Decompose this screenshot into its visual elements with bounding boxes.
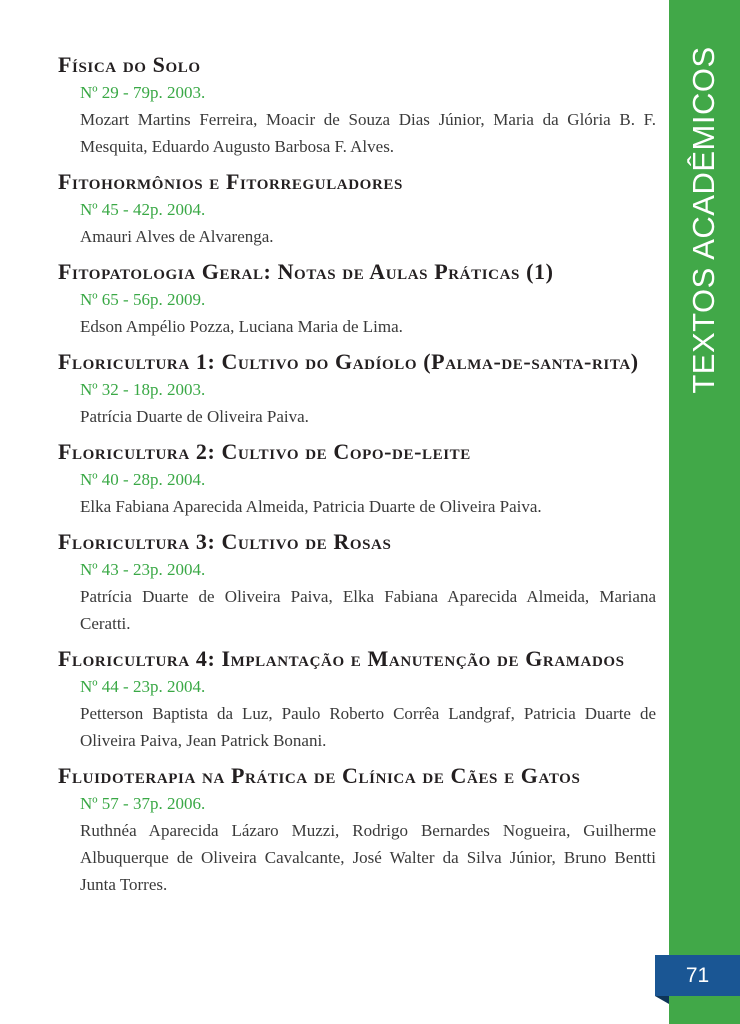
section-title: TEXTOS ACADÊMICOS bbox=[686, 46, 721, 394]
catalog-entry bbox=[58, 50, 656, 160]
entry-reference: Nº 32 - 18p. 2003. bbox=[80, 380, 206, 399]
entry-reference: Nº 45 - 42p. 2004. bbox=[80, 200, 206, 219]
catalog-entry bbox=[58, 257, 656, 340]
catalog-entry bbox=[58, 437, 656, 520]
page-tab-fold bbox=[655, 996, 669, 1004]
catalog-list bbox=[58, 50, 656, 905]
entry-title: Física do Solo bbox=[58, 52, 201, 77]
entry-authors: Petterson Baptista da Luz, Paulo Roberto Corrêa Landgraf, Patricia Duarte de Oliveira Paiva, Jean Patrick Bonani. bbox=[80, 704, 656, 750]
entry-authors: Patrícia Duarte de Oliveira Paiva. bbox=[80, 407, 309, 426]
entry-authors: Mozart Martins Ferreira, Moacir de Souza Dias Júnior, Maria da Glória B. F. Mesquita, Eduardo Augusto Barbosa F. Alves. bbox=[80, 110, 656, 156]
entry-title: Fitohormônios e Fitorreguladores bbox=[58, 169, 403, 194]
entry-reference: Nº 29 - 79p. 2003. bbox=[80, 83, 206, 102]
entry-title: Floricultura 4: Implantação e Manutenção de Gramados bbox=[58, 646, 625, 671]
entry-reference: Nº 43 - 23p. 2004. bbox=[80, 560, 206, 579]
page-number: 71 bbox=[655, 955, 740, 996]
catalog-entry bbox=[58, 644, 656, 754]
catalog-entry bbox=[58, 347, 656, 430]
entry-reference: Nº 40 - 28p. 2004. bbox=[80, 470, 206, 489]
entry-authors: Patrícia Duarte de Oliveira Paiva, Elka Fabiana Aparecida Almeida, Mariana Ceratti. bbox=[80, 587, 656, 633]
entry-authors: Ruthnéa Aparecida Lázaro Muzzi, Rodrigo Bernardes Nogueira, Guilherme Albuquerque de Oliveira Cavalcante, José Walter da Silva Júnior, Bruno Bentti Junta Torres. bbox=[80, 821, 656, 894]
entry-authors: Edson Ampélio Pozza, Luciana Maria de Lima. bbox=[80, 317, 403, 336]
entry-title: Floricultura 2: Cultivo de Copo-de-leite bbox=[58, 439, 471, 464]
entry-authors: Amauri Alves de Alvarenga. bbox=[80, 227, 274, 246]
entry-title: Floricultura 3: Cultivo de Rosas bbox=[58, 529, 392, 554]
catalog-entry bbox=[58, 761, 656, 898]
entry-title: Fluidoterapia na Prática de Clínica de Cães e Gatos bbox=[58, 763, 581, 788]
catalog-entry bbox=[58, 527, 656, 637]
entry-title: Fitopatologia Geral: Notas de Aulas Práticas (1) bbox=[58, 259, 554, 284]
entry-reference: Nº 65 - 56p. 2009. bbox=[80, 290, 206, 309]
catalog-entry bbox=[58, 167, 656, 250]
entry-authors: Elka Fabiana Aparecida Almeida, Patricia Duarte de Oliveira Paiva. bbox=[80, 497, 542, 516]
entry-title: Floricultura 1: Cultivo do Gadíolo (Palma-de-santa-rita) bbox=[58, 349, 639, 374]
entry-reference: Nº 44 - 23p. 2004. bbox=[80, 677, 206, 696]
entry-reference: Nº 57 - 37p. 2006. bbox=[80, 794, 206, 813]
